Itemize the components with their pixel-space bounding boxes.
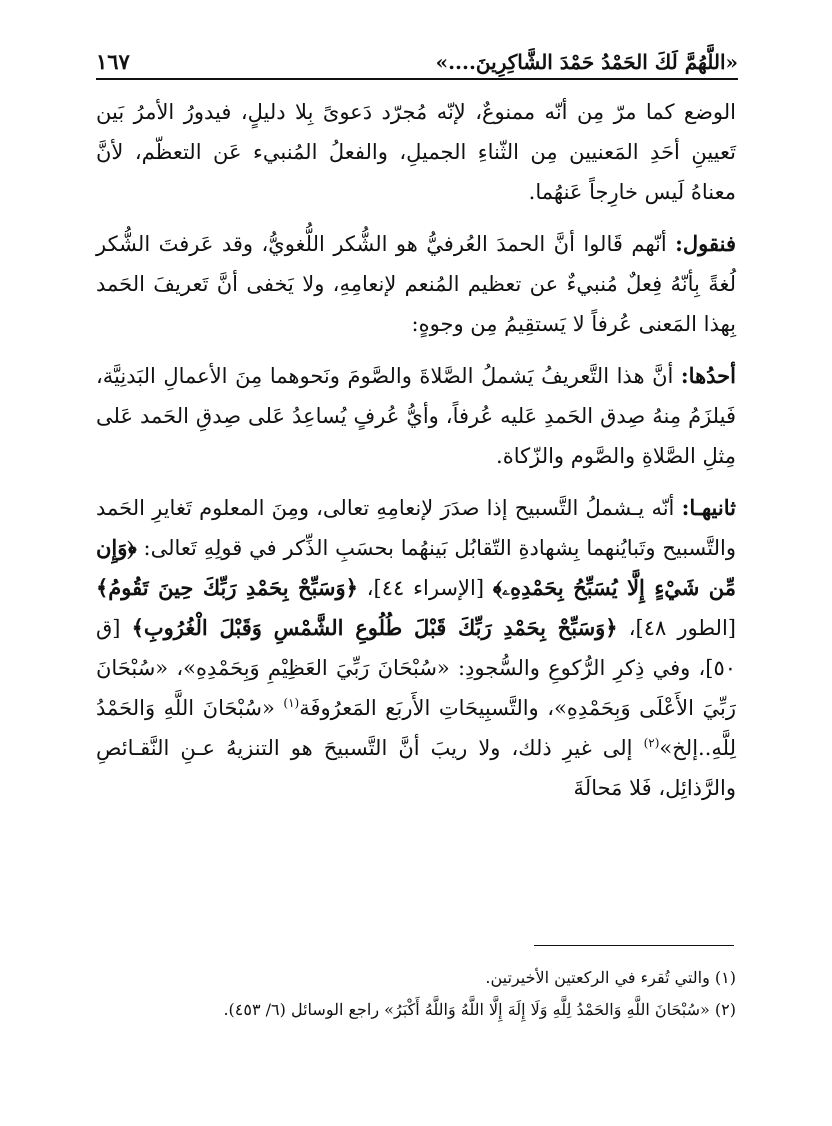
footnote-marker-2[interactable]: (٢) [643, 736, 660, 750]
footnote-divider [534, 945, 734, 946]
paragraph-2 [96, 224, 736, 344]
main-text [96, 92, 736, 820]
paragraph-4 [96, 488, 736, 808]
verse-reference-3: [ق ٥٠]، [96, 616, 736, 680]
paragraph-1: الوضع كما مرّ مِن أنّه ممنوعٌ، لإنّه مُجرّد دَعوىً بِلا دليلٍ، فيدورُ الأمرُ بَين تَعيينِ أحَدِ المَعنيين مِن الثّناءِ الجميلِ، والفعلُ المُنبيء عَن التعظّم، لأنَّ معناهُ لَيس خارِجاً عَنهُما. [96, 100, 736, 204]
paragraph-3 [96, 356, 736, 476]
quran-verse-2: ﴿وَسَبِّحْ بِحَمْدِ رَبِّكَ حِينَ تَقُومُ﴾ [96, 575, 358, 600]
paragraph-4-text-1: أنّه يـشملُ التَّسبيح إذا صدَرَ لإنعامِهِ تعالى، ومِنَ المعلوم تَغايرِ الحَمد والتَّسبيح وتَبايُنهما بِشهادةِ التّقابُل بَينهُما بحسَبِ الذِّكر في قولِهِ تَعالى: [96, 496, 736, 560]
paragraph-2-lead: فنقول: [675, 231, 736, 256]
paragraph-4-text-2: وفي ذِكرِ الرُّكوعِ والسُّجودِ: «سُبْحَانَ رَبِّيَ العَظِيْمِ وَبِحَمْدِهِ»، «سُبْحَانَ رَبِّيَ الأَعْلَى وَبِحَمْدِهِ»، والتَّسبِيحَاتِ الأَربَع المَعرُوفَة [96, 656, 736, 720]
footnotes [96, 962, 736, 1026]
paragraph-3-lead: أحدُها: [680, 363, 736, 388]
paragraph-2-text: أنّهم قَالوا أنَّ الحمدَ العُرفيُّ هو الشُّكر اللُّغويُّ، وقد عَرفتَ الشُّكر لُغةً بِأنّهُ فِعلٌ مُنبيءٌ عن تعظيم المُنعم لإنعامِهِ، ولا يَخفى أنَّ تَعريفَ الحَمد بِهذا المَعنى عُرفاً لا يَستقِيمُ مِن وجوهٍ: [96, 232, 736, 336]
quran-verse-1: ﴿وَإِن مِّن شَيْءٍ إِلَّا يُسَبِّحُ بِحَمْدِهِۦ﴾ [96, 535, 737, 600]
footnote-marker-1[interactable]: (١) [283, 696, 300, 710]
page-number: ١٦٧ [96, 49, 130, 74]
paragraph-4-text-3: «سُبْحَانَ اللَّهِ وَالحَمْدُ لِلَّهِ..إلخ» [96, 696, 736, 760]
verse-reference-1: [الإسراء ٤٤]، [357, 576, 493, 600]
running-title: «اللَّهُمَّ لَكَ الحَمْدُ حَمْدَ الشَّاكِرِينَ....» [435, 50, 738, 74]
page-header [96, 36, 738, 80]
paragraph-3-text: أنَّ هذا التَّعريفُ يَشملُ الصَّلاةَ والصَّومَ ونَحوهما مِنَ الأعمالِ البَدنِيَّة، فَيلزَمُ مِنهُ صِدق الحَمدِ عَليه عُرفاً، وأيُّ عُرفٍ يُساعِدُ عَلى صِدقِ الحَمد عَلى مِثلِ الصَّلاةِ والصَّوم والزّكاة. [96, 364, 736, 468]
verse-reference-2: [الطور ٤٨]، [617, 616, 736, 640]
footnote-2: (٢) «سُبْحَانَ اللَّهِ وَالحَمْدُ لِلَّهِ وَلَا إِلَهَ إِلَّا اللَّهُ وَاللَّهُ أَكْبَرُ» راجع الوسائل (٦/ ٤٥٣). [223, 1000, 736, 1019]
paragraph-4-lead: ثانيهـا: [681, 495, 736, 520]
footnote-1: (١) والتي تُقرء في الركعتين الأخيرتين. [485, 968, 736, 987]
paragraph-4-text-4: إلى غيرِ ذلك، ولا ريبَ أنَّ التَّسبيحَ هو التنزيهُ عـنِ النَّقـائصِ والرَّذائِل، فَلا مَحالَةَ [96, 736, 736, 800]
quran-verse-3: ﴿وَسَبِّحْ بِحَمْدِ رَبِّكَ قَبْلَ طُلُوعِ الشَّمْسِ وَقَبْلَ الْغُرُوبِ﴾ [131, 615, 618, 640]
